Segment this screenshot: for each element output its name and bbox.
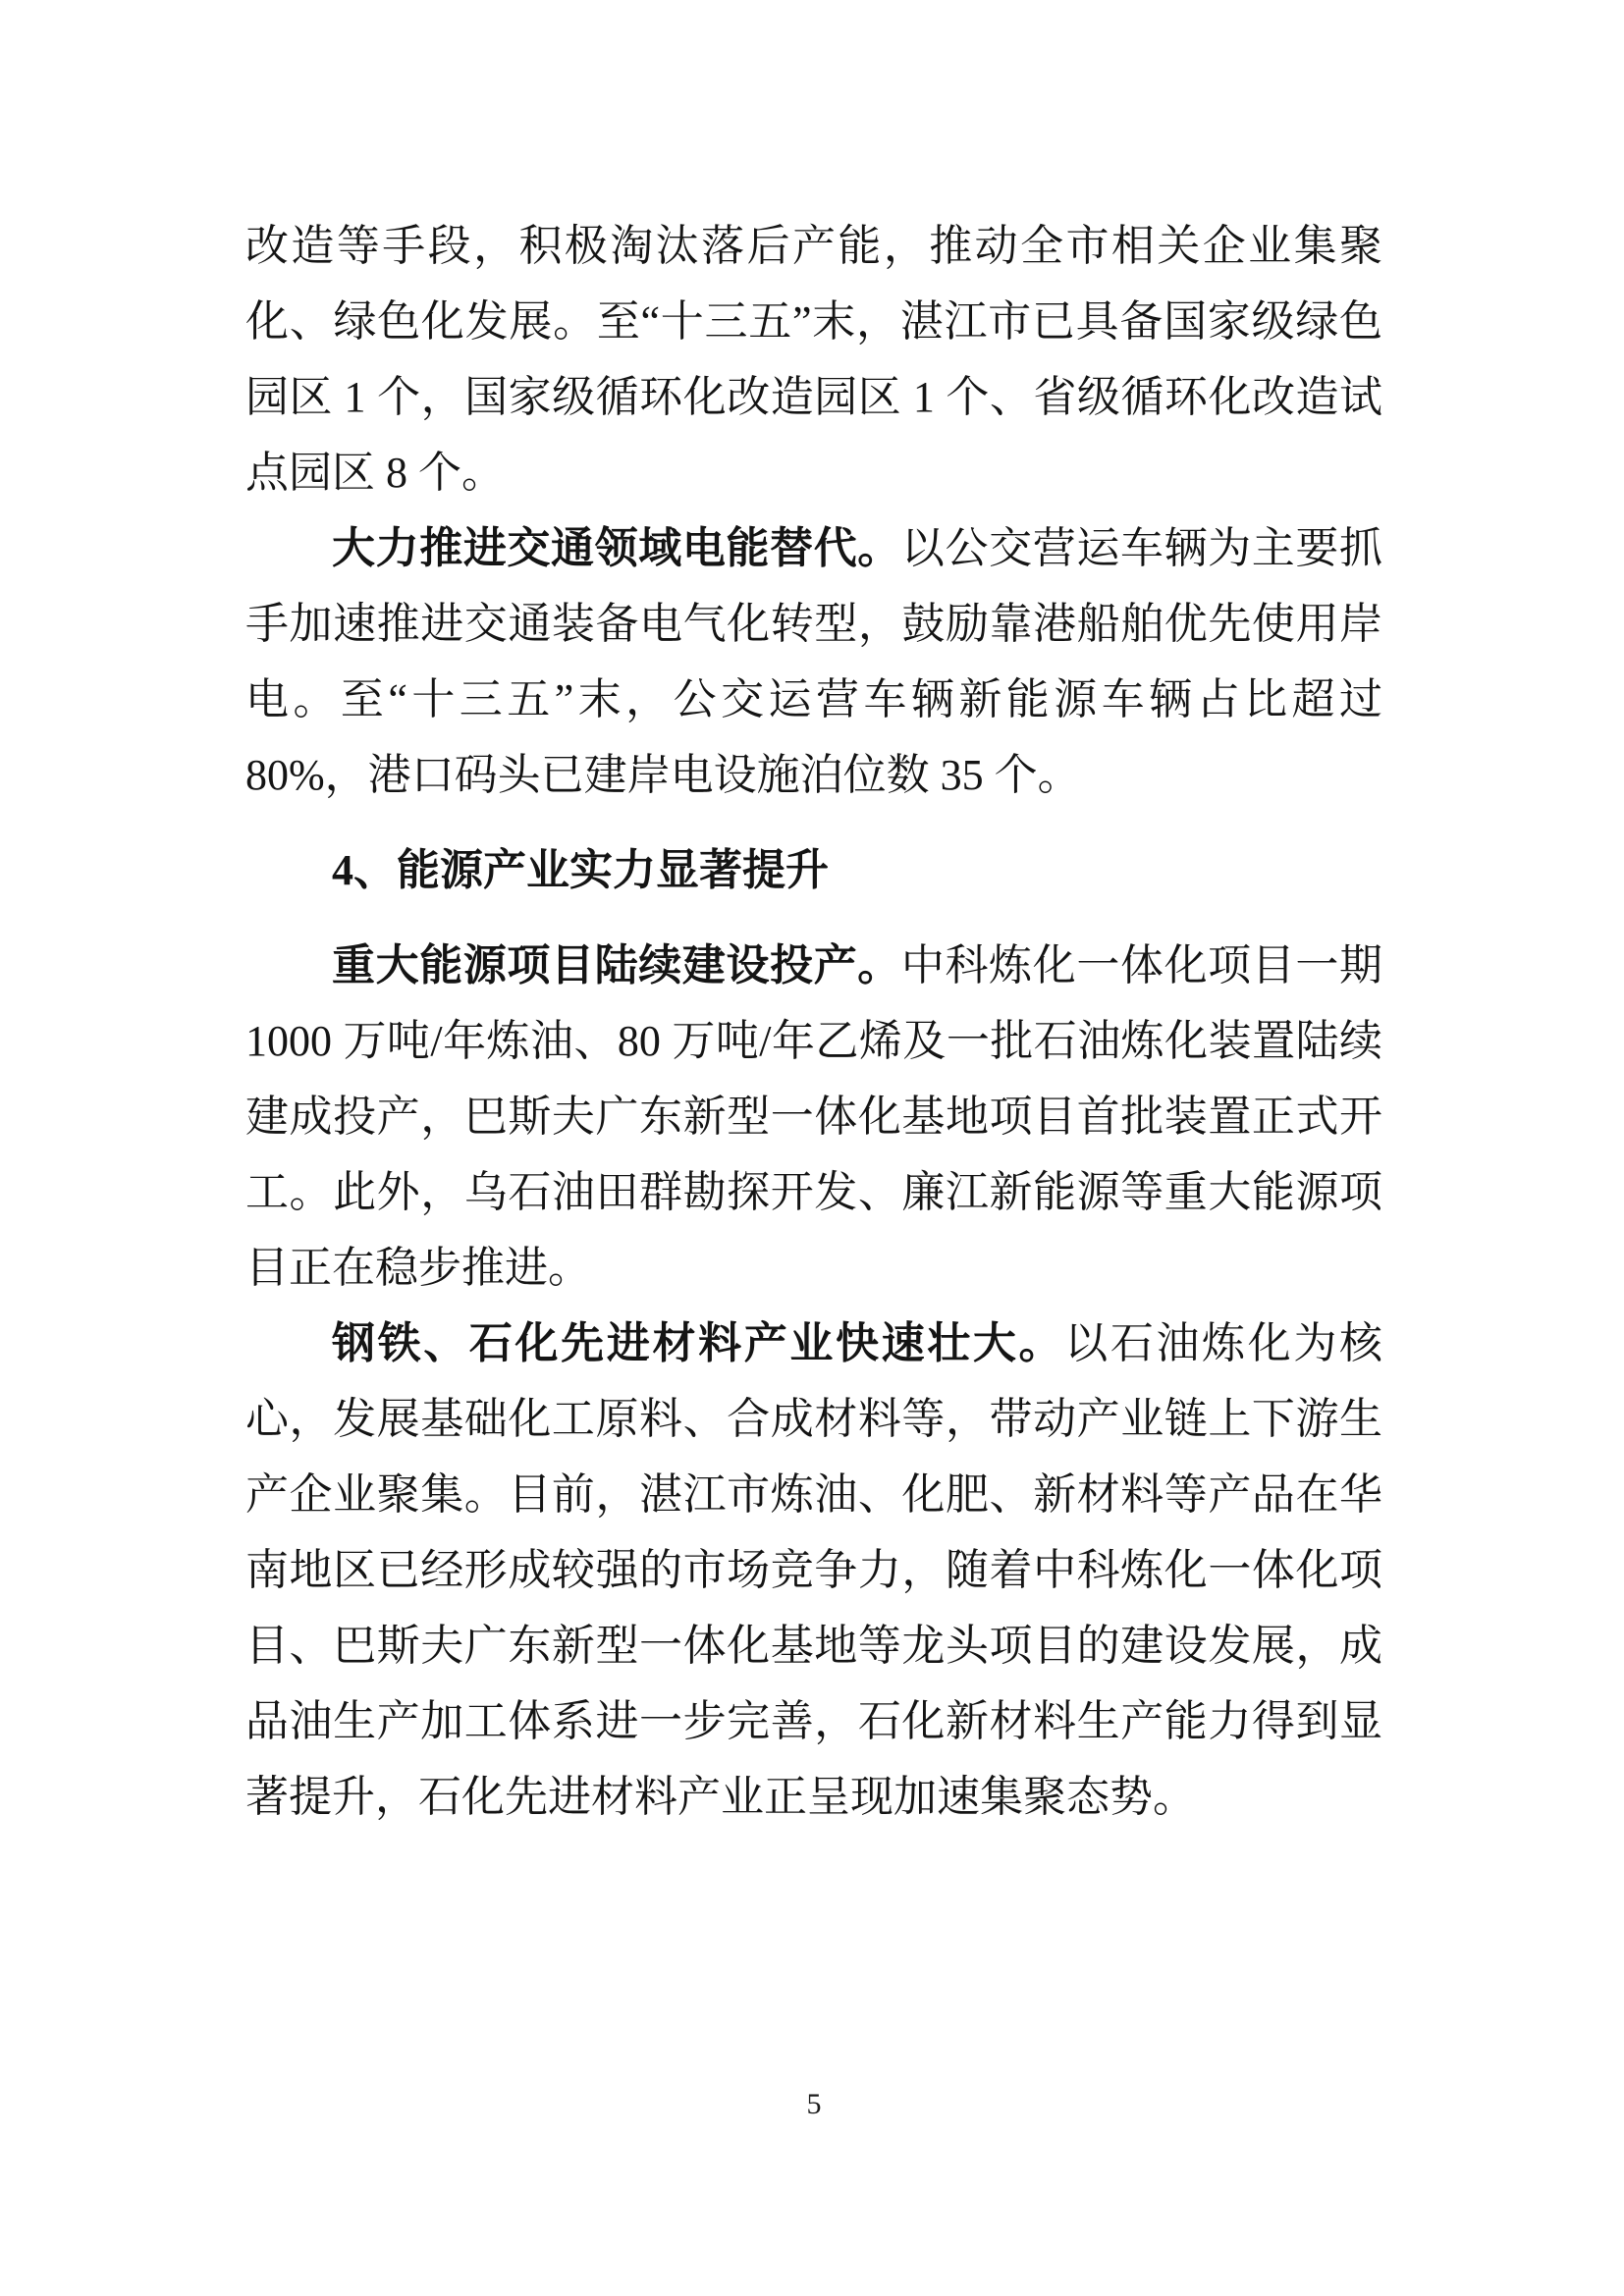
paragraph-major-projects-text: 中科炼化一体化项目一期 1000 万吨/年炼油、80 万吨/年乙烯及一批石油炼化装置陆续建成投产，巴斯夫广东新型一体化基地项目首批装置正式开工。此外，乌石油田群勘探开发、廉江新能源等重大能源项目正在稳步推进。 xyxy=(245,941,1383,1292)
paragraph-transport-lead: 大力推进交通领域电能替代。 xyxy=(332,524,901,572)
paragraph-advanced-materials-lead: 钢铁、石化先进材料产业快速壮大。 xyxy=(332,1319,1065,1367)
document-body xyxy=(245,208,1382,1835)
paragraph-transport xyxy=(245,510,1382,813)
page-number: 5 xyxy=(806,2088,822,2120)
paragraph-advanced-materials-text: 以石油炼化为核心，发展基础化工原料、合成材料等，带动产业链上下游生产企业聚集。目前，湛江市炼油、化肥、新材料等产品在华南地区已经形成较强的市场竞争力，随着中科炼化一体化项目、巴斯夫广东新型一体化基地等龙头项目的建设发展，成品油生产加工体系进一步完善，石化新材料生产能力得到显著提升，石化先进材料产业正呈现加速集聚态势。 xyxy=(245,1319,1383,1821)
paragraph-transport-text: 以公交营运车辆为主要抓手加速推进交通装备电气化转型，鼓励靠港船舶优先使用岸电。至“十三五”末，公交运营车辆新能源车辆占比超过 80%，港口码头已建岸电设施泊位数 35 个。 xyxy=(245,524,1383,799)
paragraph-major-projects xyxy=(245,928,1382,1306)
section-heading-energy-industry: 4、能源产业实力显著提升 xyxy=(332,846,829,894)
paragraph-advanced-materials xyxy=(245,1306,1382,1835)
page-footer xyxy=(245,2087,1382,2122)
paragraph-continued: 改造等手段，积极淘汰落后产能，推动全市相关企业集聚化、绿色化发展。至“十三五”末，湛江市已具备国家级绿色园区 1 个，国家级循环化改造园区 1 个、省级循环化改造试点园区 8 个。 xyxy=(245,222,1382,497)
paragraph-major-projects-lead: 重大能源项目陆续建设投产。 xyxy=(332,941,901,989)
